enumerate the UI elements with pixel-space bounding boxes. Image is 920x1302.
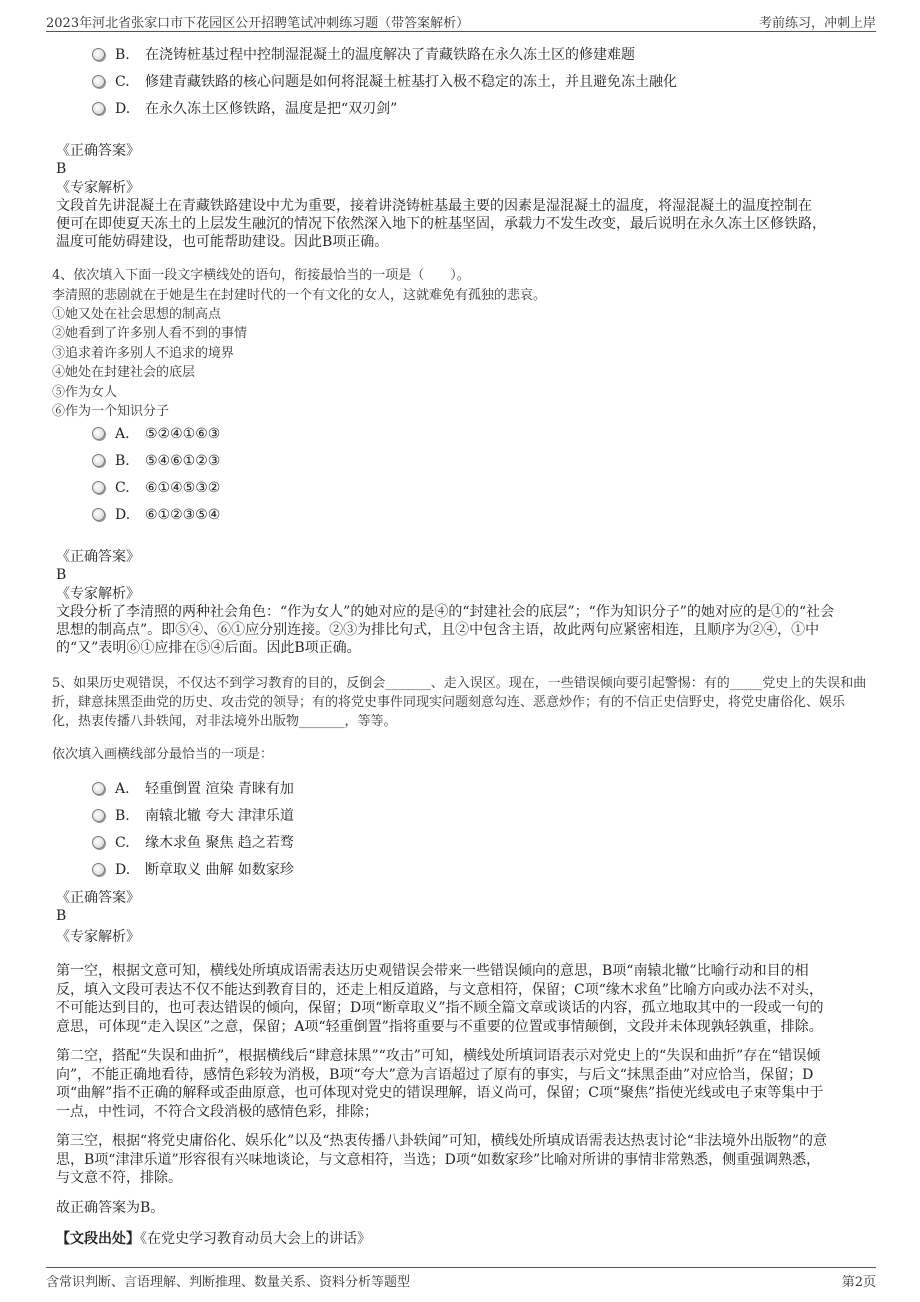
q4-item: ⑤作为女人 (52, 385, 118, 400)
footer-divider (46, 1267, 876, 1268)
radio-icon[interactable] (92, 809, 105, 822)
q5-stem-line: 折，肆意抹黑歪曲党的历史、攻击党的领导；有的将党史事件同现实问题刻意勾连、恶意炒作；有的不信正史信野史，将党史庸俗化、娱乐 (52, 695, 846, 710)
page-footer (46, 1271, 876, 1290)
radio-icon[interactable] (92, 508, 105, 521)
q4-analysis-line: 思想的制高点”。即⑤④、⑥①应分别连接。②③为排比句式，且②中包含主语，故此两句应紧密相连，且顺序为②④，①中 (56, 622, 820, 638)
header-slogan: 考前练习，冲刺上岸 (758, 16, 876, 31)
q3-option-d[interactable]: D. 在永久冻土区修铁路，温度是把“双刃剑” (92, 99, 397, 119)
source-citation: 【文段出处】《在党史学习教育动员大会上的讲话》 (56, 1231, 371, 1247)
q4-stem: 4、依次填入下面一段文字横线处的语句，衔接最恰当的一项是（ ）。 (52, 268, 470, 283)
radio-icon[interactable] (92, 48, 105, 61)
q3-analysis-line: 便可在即使夏天冻土的上层发生融沉的情况下依然深入地下的桩基坚固，承载力不发生改变，最后说明在永久冻土区修铁路， (56, 216, 826, 232)
q4-answer-title: 《正确答案》 (56, 549, 140, 565)
radio-icon[interactable] (92, 75, 105, 88)
q5-analysis-title: 《专家解析》 (56, 929, 140, 945)
radio-icon[interactable] (92, 454, 105, 467)
q4-item: ①她又处在社会思想的制高点 (52, 307, 222, 322)
doc-title: 2023年河北省张家口市下花园区公开招聘笔试冲刺练习题（带答案解析） (46, 16, 470, 31)
analysis-paragraph-2: 第二空，搭配“失误和曲折”，根据横线后“肆意抹黑”“攻击”可知，横线处所填词语表示对党史上的“失误和曲折”存在“错误倾 向”，不能正确地看待，感情色彩较为消极，B项“夸大”意为言语超过了原有的事实，与后文“抹黑歪曲”对应恰当，保留；D 项“曲解”指不正确的解释或歪曲原意，也可体现对党史的错误理解，语义尚可，保留；C项“聚焦”指使光线或电子束等集中于 一点，中性词，不符合文段消极的感情色彩，排除； (56, 1048, 824, 1120)
page-number: 第2页 (841, 1275, 876, 1290)
q5-stem-line: 化，热衷传播八卦轶闻，对非法境外出版物_______，等等。 (52, 714, 397, 729)
conclusion: 故正确答案为B。 (56, 1200, 165, 1216)
radio-icon[interactable] (92, 836, 105, 849)
q4-passage: 李清照的悲剧就在于她是生在封建时代的一个有文化的女人，这就难免有孤独的悲哀。 (52, 288, 547, 303)
analysis-paragraph-3: 第三空，根据“将党史庸俗化、娱乐化”以及“热衷传播八卦轶闻”可知，横线处所填成语需表达热衷讨论“非法境外出版物”的意 思，B项“津津乐道”形容很有兴味地谈论，与文意相符，当选；D项“如数家珍”比喻对所讲的事情非常熟悉，侧重强调熟悉， 与文意不符，排除。 (56, 1133, 827, 1186)
q4-analysis-title: 《专家解析》 (56, 586, 140, 602)
q5-option-c[interactable]: C. 缘木求鱼 聚焦 趋之若骛 (92, 833, 294, 853)
q3-option-c[interactable]: C. 修建青藏铁路的核心问题是如何将混凝土桩基打入极不稳定的冻土，并且避免冻土融化 (92, 72, 677, 92)
q4-option-b[interactable]: B. ⑤④⑥①②③ (92, 451, 220, 471)
q3-analysis-line: 温度可能妨碍建设，也可能帮助建设。因此B项正确。 (56, 234, 389, 250)
q3-answer: B (56, 161, 67, 177)
q4-analysis-line: 的“又”表明⑥①应排在⑤④后面。因此B项正确。 (56, 640, 361, 656)
q4-item: ④她处在封建社会的底层 (52, 365, 196, 380)
q5-stem-line: 5、如果历史观错误，不仅达不到学习教育的目的，反倒会_______、走入误区。现在，一些错误倾向要引起警惕：有的_____党史上的失误和曲 (52, 676, 867, 691)
radio-icon[interactable] (92, 863, 105, 876)
q5-answer-title: 《正确答案》 (56, 890, 140, 906)
page-header (46, 8, 876, 30)
q3-option-b[interactable]: B. 在浇铸桩基过程中控制湿混凝土的温度解决了青藏铁路在永久冻土区的修建难题 (92, 45, 635, 65)
q4-option-a[interactable]: A. ⑤②④①⑥③ (92, 424, 220, 444)
analysis-paragraph-1: 第一空，根据文意可知，横线处所填成语需表达历史观错误会带来一些错误倾向的意思，B项“南辕北辙”比喻行动和目的相 反，填入文段可表达不仅不能达到教育目的，还走上相反道路，与文意相符，保留；C项“缘木求鱼”比喻方向或办法不对头， 不可能达到目的，也可表达错误的倾向，保留；D项“断章取义”指不顾全篇文章或谈话的内容，孤立地取其中的一段或一句的 意思，可体现“走入误区”之意，保留；A项“轻重倒置”指将重要与不重要的位置或事情颠倒，文段并未体现孰轻孰重，排除。 (56, 963, 824, 1035)
q3-analysis-title: 《专家解析》 (56, 180, 140, 196)
footer-note: 含常识判断、言语理解、判断推理、数量关系、资料分析等题型 (46, 1275, 411, 1290)
radio-icon[interactable] (92, 102, 105, 115)
q4-option-c[interactable]: C. ⑥①④⑤③② (92, 478, 220, 498)
q5-option-a[interactable]: A. 轻重倒置 渲染 青睐有加 (92, 779, 294, 799)
q3-analysis-line: 文段首先讲混凝土在青藏铁路建设中尤为重要，接着讲浇铸桩基最主要的因素是湿混凝土的温度，将湿混凝土的温度控制在 (56, 198, 812, 214)
q4-analysis-line: 文段分析了李清照的两种社会角色：“作为女人”的她对应的是④的“封建社会的底层”；“作为知识分子”的她对应的是①的“社会 (56, 604, 835, 620)
q4-option-d[interactable]: D. ⑥①②③⑤④ (92, 505, 220, 525)
q5-option-b[interactable]: B. 南辕北辙 夸大 津津乐道 (92, 806, 294, 826)
radio-icon[interactable] (92, 782, 105, 795)
header-divider (46, 31, 876, 32)
q4-item: ⑥作为一个知识分子 (52, 404, 170, 419)
radio-icon[interactable] (92, 427, 105, 440)
q3-answer-title: 《正确答案》 (56, 143, 140, 159)
q4-item: ③追求着许多别人不追求的境界 (52, 346, 235, 361)
q4-answer: B (56, 567, 67, 583)
q5-prompt: 依次填入画横线部分最恰当的一项是： (52, 747, 274, 762)
q5-option-d[interactable]: D. 断章取义 曲解 如数家珍 (92, 860, 294, 880)
radio-icon[interactable] (92, 481, 105, 494)
q5-answer: B (56, 908, 67, 924)
q4-item: ②她看到了许多别人看不到的事情 (52, 326, 248, 341)
